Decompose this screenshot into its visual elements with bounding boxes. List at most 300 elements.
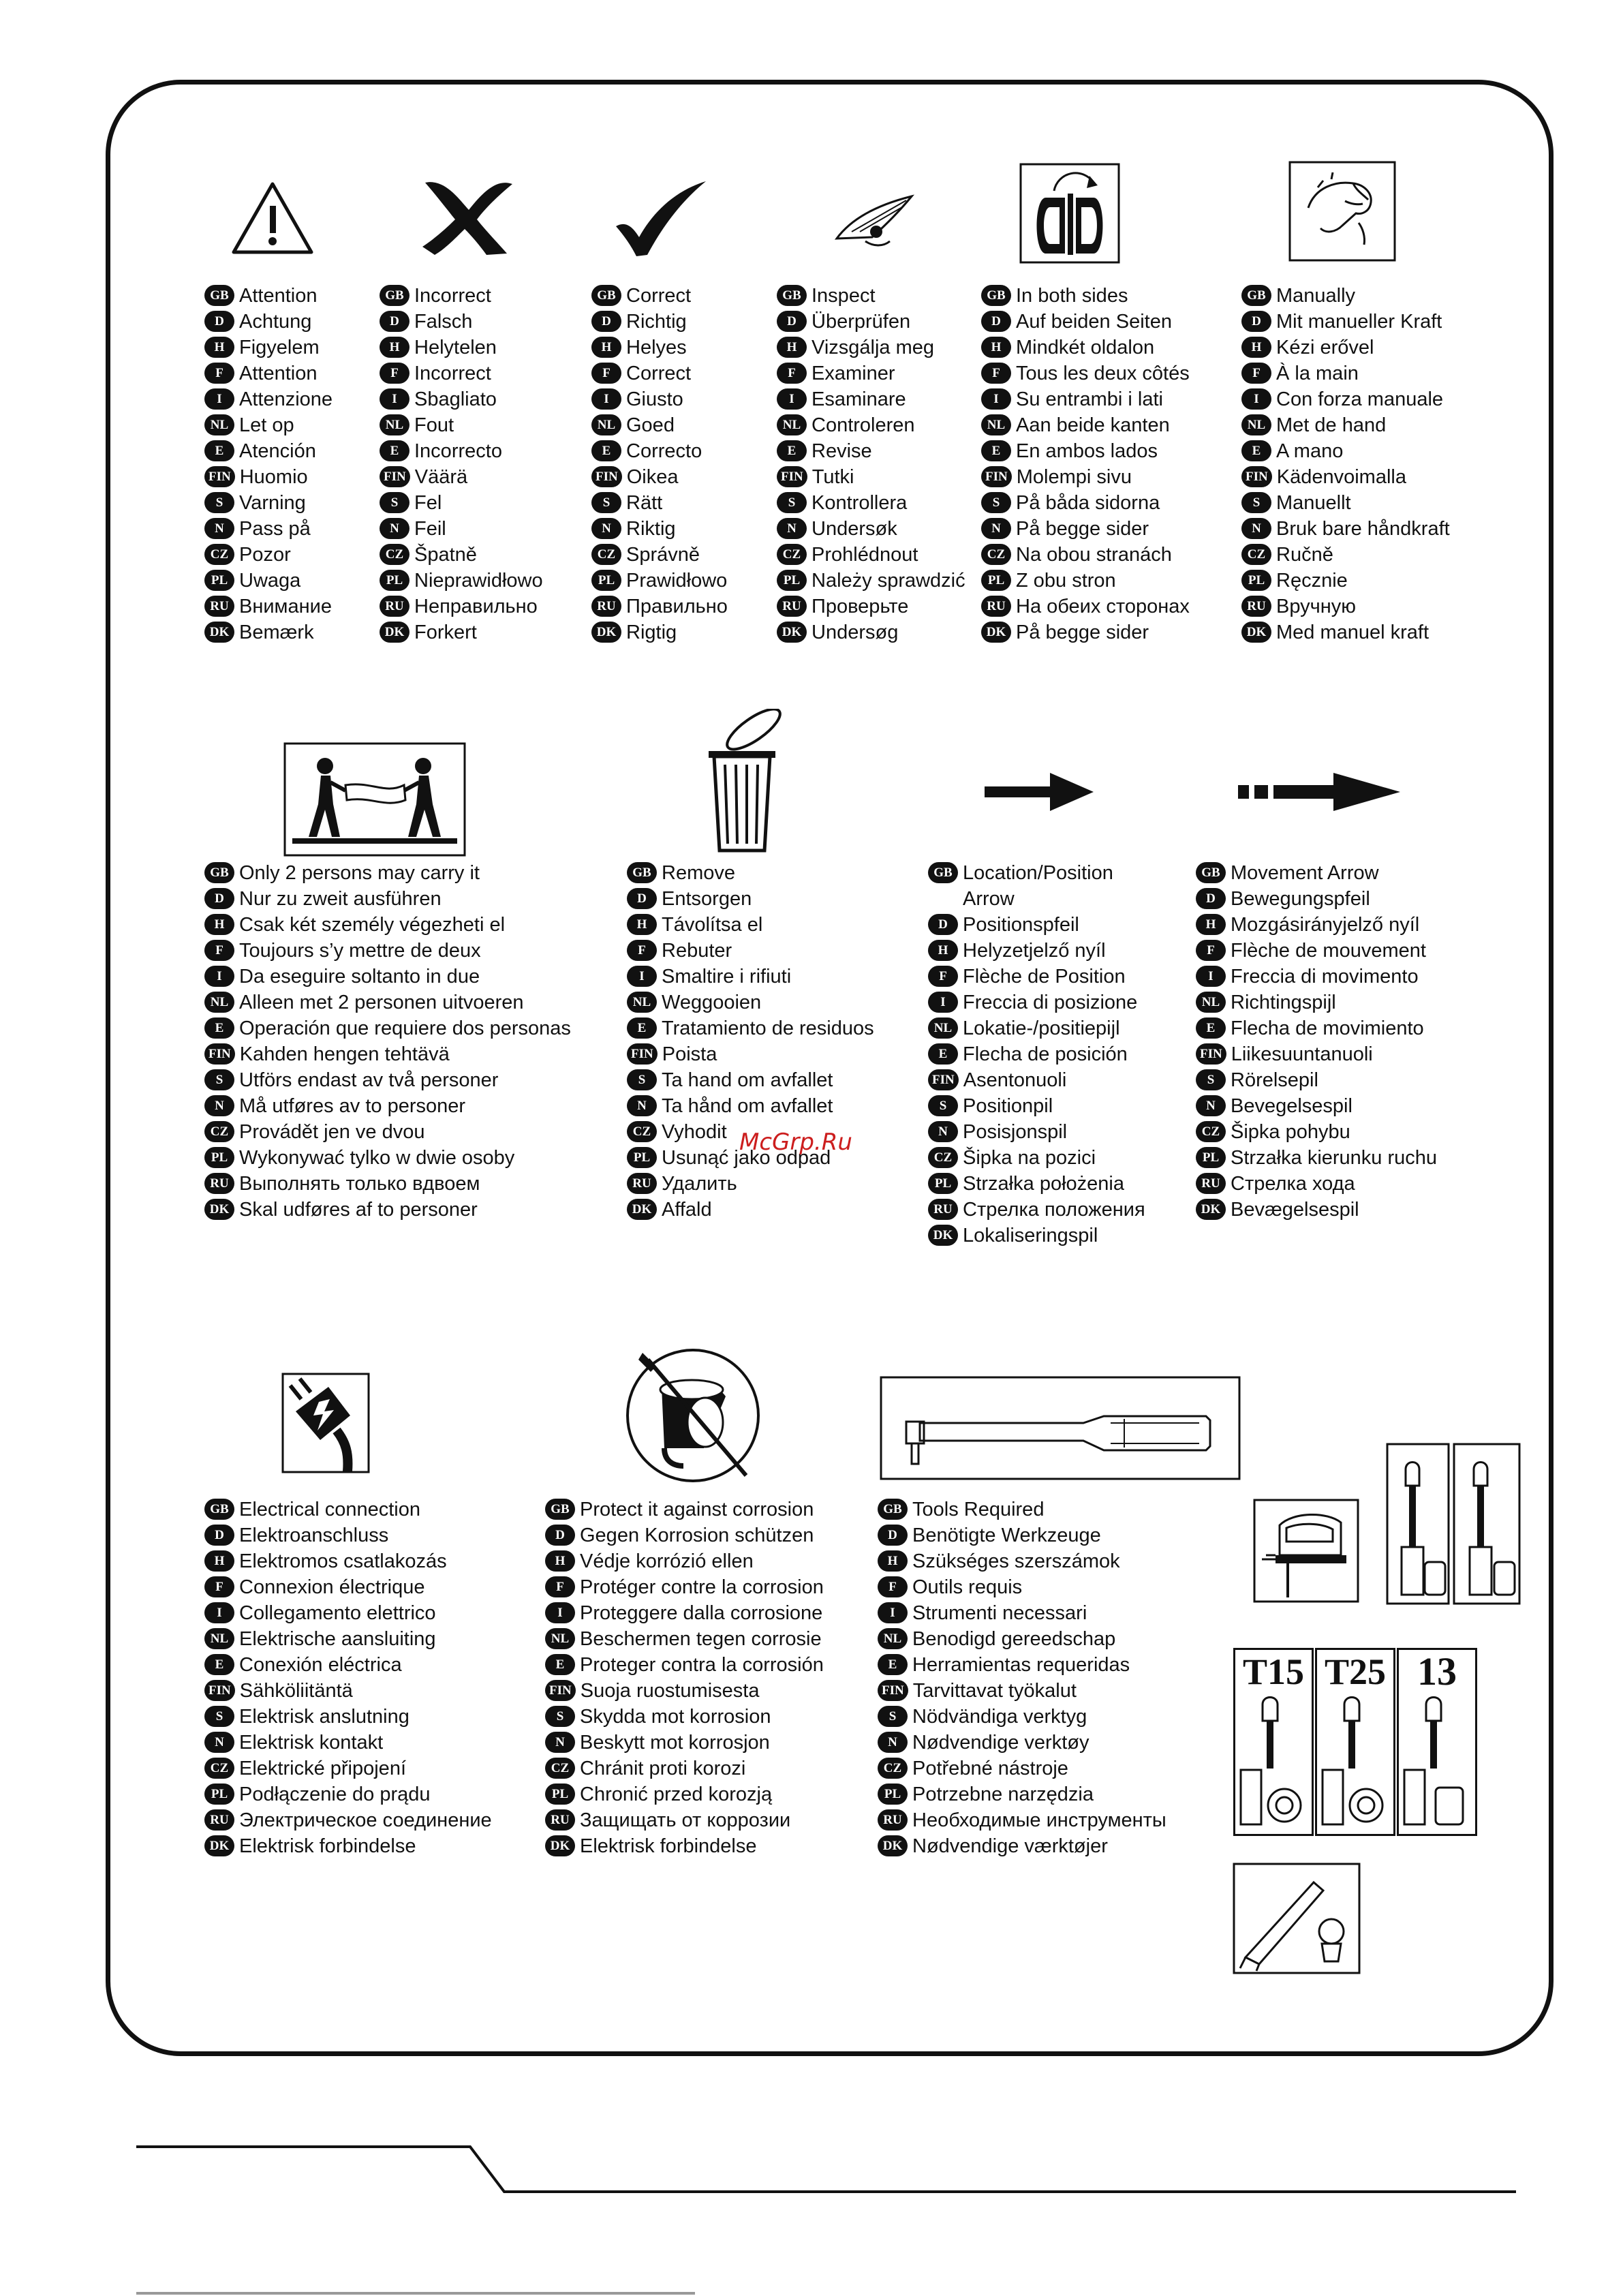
language-code-badge: RU xyxy=(591,596,621,617)
block-location-arrow xyxy=(928,860,1145,1249)
language-code-badge: FIN xyxy=(204,466,235,487)
language-line xyxy=(545,1833,824,1859)
block-correct xyxy=(591,283,728,645)
language-line xyxy=(777,335,965,361)
language-text: Prohlédnout xyxy=(812,544,918,566)
language-text: Вручную xyxy=(1276,596,1357,617)
language-code-badge: GB xyxy=(380,285,409,306)
language-text: Šipka pohybu xyxy=(1231,1121,1350,1143)
language-code-badge: E xyxy=(545,1654,575,1675)
language-code-badge: GB xyxy=(981,285,1011,306)
language-code-badge: F xyxy=(981,363,1011,384)
language-line xyxy=(380,412,543,438)
language-text: На обеих сторонах xyxy=(1016,596,1190,617)
language-code-badge: H xyxy=(1196,914,1226,935)
language-text: Elektrisk forbindelse xyxy=(239,1835,416,1857)
language-text: Smaltire i rifiuti xyxy=(662,966,792,988)
language-text: Неправильно xyxy=(414,596,538,617)
language-text: Šipka na pozici xyxy=(963,1147,1096,1169)
language-text: Auf beiden Seiten xyxy=(1016,311,1172,333)
language-line xyxy=(204,886,571,912)
language-code-badge: CZ xyxy=(204,544,234,565)
language-text: Tutki xyxy=(812,466,854,488)
language-code-badge: E xyxy=(1196,1017,1226,1039)
language-text: Helytelen xyxy=(414,337,497,358)
language-text: Kézi erővel xyxy=(1276,337,1374,358)
language-code-badge: E xyxy=(878,1654,908,1675)
language-code-badge: F xyxy=(204,940,234,961)
language-text: Proteggere dalla corrosione xyxy=(580,1602,823,1624)
language-line xyxy=(545,1781,824,1807)
language-text: Feil xyxy=(414,518,446,540)
language-text: Må utføres av to personer xyxy=(239,1095,466,1117)
language-text: Da eseguire soltanto in due xyxy=(239,966,480,988)
language-line xyxy=(627,1067,874,1093)
language-code-badge: GB xyxy=(1241,285,1271,306)
language-text: Należy sprawdzić xyxy=(812,570,965,592)
language-code-badge: FIN xyxy=(204,1043,235,1065)
language-line xyxy=(204,1833,492,1859)
language-text: Toujours s’y mettre de deux xyxy=(239,940,481,962)
language-line xyxy=(928,1171,1145,1197)
language-line xyxy=(204,1756,492,1781)
language-text: Helyzetjelző nyíl xyxy=(963,940,1106,962)
paint-can-brush-icon xyxy=(623,1346,763,1486)
language-text: Richtig xyxy=(626,311,687,333)
language-text: Connexion électrique xyxy=(239,1576,425,1598)
language-text: Correcto xyxy=(626,440,702,462)
language-code-badge: D xyxy=(1196,888,1226,909)
language-text: Elektromos csatlakozás xyxy=(239,1550,447,1572)
language-text: Entsorgen xyxy=(662,888,752,910)
language-line xyxy=(380,438,543,464)
language-text: Con forza manuale xyxy=(1276,388,1444,410)
language-text: Необходимые инструменты xyxy=(912,1809,1166,1831)
language-text: Controleren xyxy=(812,414,915,436)
language-code-badge: RU xyxy=(204,1809,234,1831)
language-text: Rörelsepil xyxy=(1231,1069,1318,1091)
language-line xyxy=(204,964,571,990)
language-line xyxy=(627,1041,874,1067)
language-line xyxy=(204,594,333,619)
language-line xyxy=(545,1678,824,1704)
language-line xyxy=(204,309,333,335)
language-line xyxy=(204,464,333,490)
language-code-badge: RU xyxy=(627,1173,657,1194)
language-code-badge: N xyxy=(1196,1095,1226,1116)
language-code-badge: PL xyxy=(627,1147,657,1168)
language-text: Внимание xyxy=(239,596,332,617)
language-code-badge: S xyxy=(627,1069,657,1090)
language-code-badge: F xyxy=(777,363,807,384)
language-line xyxy=(981,412,1190,438)
language-line xyxy=(878,1704,1166,1730)
language-line xyxy=(591,309,728,335)
language-code-badge: S xyxy=(981,492,1011,513)
language-line xyxy=(204,1678,492,1704)
language-line xyxy=(1241,438,1450,464)
language-code-badge: NL xyxy=(204,1628,234,1649)
block-attention xyxy=(204,283,333,645)
language-text: Wykonywać tylko w dwie osoby xyxy=(239,1147,515,1169)
language-code-badge: D xyxy=(981,311,1011,332)
language-line xyxy=(1196,1145,1437,1171)
language-line xyxy=(204,1652,492,1678)
language-code-badge: DK xyxy=(591,622,621,643)
language-text: Überprüfen xyxy=(812,311,911,333)
language-line xyxy=(981,619,1190,645)
language-text: Tratamiento de residuos xyxy=(662,1017,874,1039)
language-code-badge: RU xyxy=(1196,1173,1226,1194)
language-line xyxy=(204,1626,492,1652)
language-text: Väärä xyxy=(414,466,468,488)
language-text: Asentonuoli xyxy=(963,1069,1067,1091)
language-code-badge: H xyxy=(204,1550,234,1572)
language-code-badge: FIN xyxy=(627,1043,658,1065)
language-line xyxy=(1196,938,1437,964)
language-code-badge: S xyxy=(1196,1069,1226,1090)
language-line xyxy=(204,1171,571,1197)
language-line xyxy=(777,283,965,309)
language-code-badge: FIN xyxy=(204,1680,235,1701)
language-line xyxy=(591,335,728,361)
language-line xyxy=(928,1015,1145,1041)
language-line xyxy=(591,568,728,594)
language-line xyxy=(928,886,1145,912)
trim-removal-tool-icon xyxy=(1232,1862,1361,1975)
language-line xyxy=(928,1145,1145,1171)
language-text: Bewegungspfeil xyxy=(1231,888,1370,910)
language-code-badge: NL xyxy=(1241,414,1271,435)
language-text: På båda sidorna xyxy=(1016,492,1160,514)
trash-bin-icon xyxy=(694,709,789,855)
language-line xyxy=(204,1781,492,1807)
language-text: Weggooien xyxy=(662,992,762,1013)
language-text: Potřebné nástroje xyxy=(912,1758,1068,1779)
language-text: Riktig xyxy=(626,518,676,540)
language-line xyxy=(878,1574,1166,1600)
language-text: Skydda mot korrosion xyxy=(580,1706,771,1728)
language-line xyxy=(545,1574,824,1600)
language-code-badge: H xyxy=(777,337,807,358)
language-code-badge: GB xyxy=(878,1499,908,1520)
tool-label-t15: T15 xyxy=(1242,1651,1305,1692)
language-code-badge: E xyxy=(204,1017,234,1039)
language-line xyxy=(1196,1093,1437,1119)
language-code-badge: I xyxy=(545,1602,575,1623)
language-line xyxy=(204,1497,492,1522)
language-code-badge: RU xyxy=(928,1199,958,1220)
language-text: A mano xyxy=(1276,440,1344,462)
language-code-badge: F xyxy=(1241,363,1271,384)
language-text: Uwaga xyxy=(239,570,301,592)
language-text: Huomio xyxy=(239,466,308,488)
language-line xyxy=(928,1067,1145,1093)
language-text: Электрическое соединение xyxy=(239,1809,492,1831)
language-line xyxy=(1196,964,1437,990)
language-line xyxy=(627,1197,874,1223)
language-text: Remove xyxy=(662,862,735,884)
language-text: Giusto xyxy=(626,388,683,410)
language-code-badge: E xyxy=(204,1654,234,1675)
language-text: Lokaliseringspil xyxy=(963,1225,1098,1246)
language-text: Kahden hengen tehtävä xyxy=(239,1043,450,1065)
language-text: Undersøk xyxy=(812,518,897,540)
language-code-badge: I xyxy=(981,388,1011,410)
language-code-badge: RU xyxy=(1241,596,1271,617)
language-code-badge: DK xyxy=(204,622,234,643)
language-text: Podłączenie do prądu xyxy=(239,1784,431,1805)
language-code-badge: S xyxy=(204,492,234,513)
language-line xyxy=(1241,516,1450,542)
language-text: Electrical connection xyxy=(239,1499,420,1520)
language-line xyxy=(204,1041,571,1067)
language-code-badge: E xyxy=(981,440,1011,461)
language-code-badge: CZ xyxy=(591,544,621,565)
language-code-badge: FIN xyxy=(591,466,622,487)
language-code-badge: E xyxy=(380,440,409,461)
language-code-badge: RU xyxy=(380,596,409,617)
language-line xyxy=(204,1067,571,1093)
language-code-badge: PL xyxy=(777,570,807,591)
language-line xyxy=(878,1807,1166,1833)
language-line xyxy=(981,568,1190,594)
language-text: Ręcznie xyxy=(1276,570,1348,592)
language-code-badge: I xyxy=(878,1602,908,1623)
language-text: Inspect xyxy=(812,285,876,307)
language-line xyxy=(204,1015,571,1041)
language-text: Skal udføres af to personer xyxy=(239,1199,478,1221)
language-line xyxy=(1196,1119,1437,1145)
language-line xyxy=(928,912,1145,938)
block-electrical xyxy=(204,1497,492,1859)
language-code-badge: RU xyxy=(777,596,807,617)
language-text: Esaminare xyxy=(812,388,906,410)
watermark: McGrp.Ru xyxy=(739,1129,852,1156)
block-remove xyxy=(627,860,874,1223)
language-text: Mindkét oldalon xyxy=(1016,337,1155,358)
language-code-badge: CZ xyxy=(928,1147,958,1168)
language-text: Manuellt xyxy=(1276,492,1351,514)
language-text: Elektrisk forbindelse xyxy=(580,1835,757,1857)
language-line xyxy=(1196,1067,1437,1093)
language-line xyxy=(204,283,333,309)
language-code-badge: F xyxy=(1196,940,1226,961)
language-code-badge: FIN xyxy=(545,1680,576,1701)
language-line xyxy=(627,860,874,886)
language-text: Kontrollera xyxy=(812,492,908,514)
language-code-badge: D xyxy=(928,914,958,935)
language-line xyxy=(1196,1197,1437,1223)
language-line xyxy=(204,912,571,938)
language-line xyxy=(928,1197,1145,1223)
language-line xyxy=(981,464,1190,490)
language-text: Manually xyxy=(1276,285,1356,307)
language-text: Aan beide kanten xyxy=(1016,414,1170,436)
language-text: Chronić przed korozją xyxy=(580,1784,773,1805)
language-text: Conexión eléctrica xyxy=(239,1654,402,1676)
language-line xyxy=(204,1197,571,1223)
language-code-badge: DK xyxy=(777,622,807,643)
language-text: Figyelem xyxy=(239,337,320,358)
language-code-badge: N xyxy=(380,518,409,539)
language-text: Protect it against corrosion xyxy=(580,1499,814,1520)
language-code-badge: NL xyxy=(545,1628,575,1649)
language-line xyxy=(1241,464,1450,490)
language-code-badge: D xyxy=(591,311,621,332)
language-code-badge: NL xyxy=(204,992,234,1013)
language-code-badge: D xyxy=(627,888,657,909)
language-text: Nieprawidłowo xyxy=(414,570,543,592)
language-line xyxy=(591,594,728,619)
language-code-badge: CZ xyxy=(380,544,409,565)
language-text: Poista xyxy=(662,1043,717,1065)
language-text: Kädenvoimalla xyxy=(1276,466,1406,488)
language-line xyxy=(878,1600,1166,1626)
language-code-badge: NL xyxy=(380,414,409,435)
language-line xyxy=(1196,1015,1437,1041)
language-line xyxy=(591,412,728,438)
language-text: Pass på xyxy=(239,518,311,540)
language-text: Operación que requiere dos personas xyxy=(239,1017,571,1039)
language-text: På begge sider xyxy=(1016,518,1149,540)
language-line xyxy=(878,1548,1166,1574)
language-line xyxy=(1241,309,1450,335)
language-line xyxy=(545,1807,824,1833)
language-code-badge: E xyxy=(204,440,234,461)
language-text: Molempi sivu xyxy=(1016,466,1132,488)
hand-icon xyxy=(1288,160,1397,262)
language-code-badge: S xyxy=(878,1706,908,1727)
language-text: Posisjonspil xyxy=(963,1121,1068,1143)
language-code-badge: PL xyxy=(1196,1147,1226,1168)
language-line xyxy=(777,594,965,619)
language-code-badge: FIN xyxy=(878,1680,908,1701)
language-line xyxy=(627,1093,874,1119)
language-text: Liikesuuntanuoli xyxy=(1231,1043,1373,1065)
language-line xyxy=(627,938,874,964)
language-code-badge: D xyxy=(545,1525,575,1546)
language-line xyxy=(545,1497,824,1522)
language-code-badge: GB xyxy=(591,285,621,306)
language-text: Achtung xyxy=(239,311,312,333)
language-code-badge: H xyxy=(204,337,234,358)
language-code-badge: PL xyxy=(380,570,409,591)
language-text: Beschermen tegen corrosie xyxy=(580,1628,822,1650)
language-text: Lokatie-/positiepijl xyxy=(963,1017,1120,1039)
language-line xyxy=(627,990,874,1015)
language-line xyxy=(204,938,571,964)
language-code-badge: N xyxy=(204,1732,234,1753)
language-text: Usunąć jako odpad xyxy=(662,1147,831,1169)
language-text: Chránit proti korozi xyxy=(580,1758,746,1779)
language-code-badge: PL xyxy=(204,1147,234,1168)
language-text: Herramientas requeridas xyxy=(912,1654,1130,1676)
language-text: Location/Position xyxy=(963,862,1113,884)
language-text: Správně xyxy=(626,544,700,566)
both-sides-icon xyxy=(1019,162,1121,264)
language-code-badge: NL xyxy=(777,414,807,435)
movement-arrow-icon xyxy=(1238,771,1402,812)
language-code-badge: S xyxy=(545,1706,575,1727)
language-text: Flèche de mouvement xyxy=(1231,940,1426,962)
language-line xyxy=(928,1223,1145,1249)
language-code-badge: DK xyxy=(545,1835,575,1856)
language-line xyxy=(1241,568,1450,594)
language-line xyxy=(981,335,1190,361)
language-line xyxy=(1241,335,1450,361)
block-incorrect xyxy=(380,283,543,645)
language-text: Forkert xyxy=(414,622,477,643)
language-code-badge: I xyxy=(928,992,958,1013)
language-line xyxy=(777,438,965,464)
language-line xyxy=(204,490,333,516)
language-code-badge: F xyxy=(627,940,657,961)
language-line xyxy=(380,619,543,645)
block-two-persons xyxy=(204,860,571,1223)
cross-mark-icon xyxy=(417,170,518,259)
tool-label-13: 13 xyxy=(1417,1649,1457,1694)
language-text: Flecha de posición xyxy=(963,1043,1128,1065)
language-code-badge: H xyxy=(204,914,234,935)
language-line xyxy=(545,1652,824,1678)
language-code-badge: I xyxy=(204,966,234,987)
language-line xyxy=(1241,283,1450,309)
language-code-badge: NL xyxy=(878,1628,908,1649)
language-line xyxy=(627,1171,874,1197)
language-text: Varning xyxy=(239,492,306,514)
language-text: Strzałka kierunku ruchu xyxy=(1231,1147,1438,1169)
language-line xyxy=(981,594,1190,619)
language-line xyxy=(204,386,333,412)
language-code-badge: E xyxy=(928,1043,958,1065)
language-line xyxy=(981,283,1190,309)
language-code-badge: PL xyxy=(591,570,621,591)
language-text: Fout xyxy=(414,414,454,436)
block-tools xyxy=(878,1497,1166,1859)
language-text: Nur zu zweit ausführen xyxy=(239,888,442,910)
language-line xyxy=(1196,1171,1437,1197)
language-text: Attention xyxy=(239,285,318,307)
tool-label-t25: T25 xyxy=(1324,1651,1387,1692)
language-code-badge: PL xyxy=(545,1784,575,1805)
language-text: Collegamento elettrico xyxy=(239,1602,436,1624)
language-code-badge: D xyxy=(204,311,234,332)
language-code-badge: PL xyxy=(878,1784,908,1805)
language-code-badge: DK xyxy=(204,1835,234,1856)
language-code-badge: S xyxy=(1241,492,1271,513)
language-line xyxy=(1196,912,1437,938)
language-text: Rebuter xyxy=(662,940,732,962)
language-line xyxy=(878,1756,1166,1781)
language-code-badge: H xyxy=(545,1550,575,1572)
screwdriver-socket-icon xyxy=(1385,1442,1451,1606)
language-text: Correct xyxy=(626,285,692,307)
language-text: Ručně xyxy=(1276,544,1333,566)
language-code-badge: PL xyxy=(981,570,1011,591)
language-code-badge: F xyxy=(204,1576,234,1597)
language-text: Goed xyxy=(626,414,675,436)
language-line xyxy=(1241,594,1450,619)
language-line xyxy=(777,490,965,516)
language-code-badge: N xyxy=(928,1121,958,1142)
language-code-badge: F xyxy=(204,363,234,384)
location-arrow-icon xyxy=(985,771,1095,812)
language-code-badge: H xyxy=(627,914,657,935)
language-line xyxy=(981,490,1190,516)
language-code-badge: GB xyxy=(1196,862,1226,883)
language-code-badge: I xyxy=(204,1602,234,1623)
